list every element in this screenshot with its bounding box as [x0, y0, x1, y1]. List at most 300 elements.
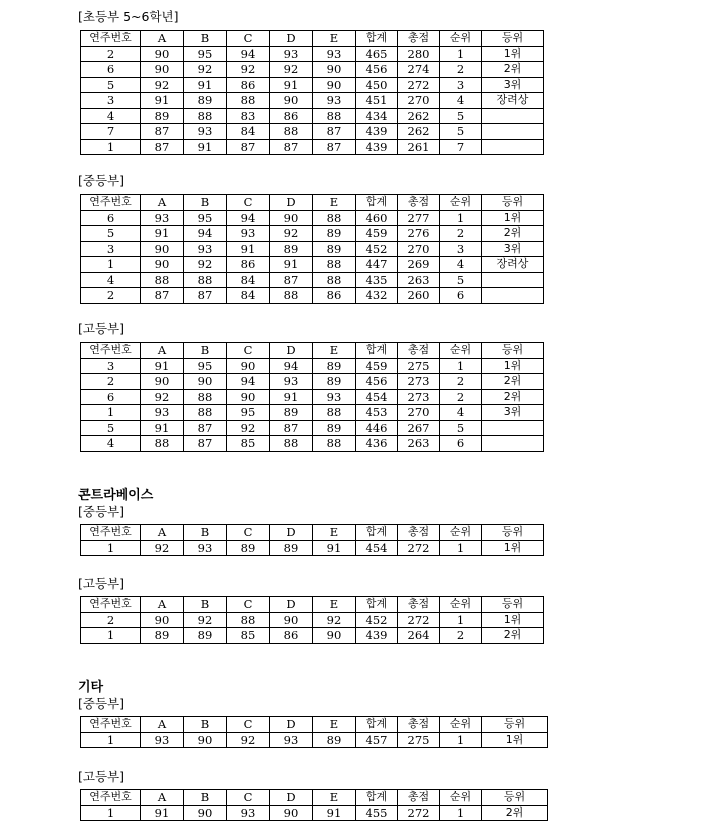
table-cell: 1: [81, 628, 141, 644]
table-cell: 455: [356, 805, 398, 821]
column-header: 순위: [440, 195, 482, 211]
table-cell: 93: [141, 210, 184, 226]
table-cell: 92: [227, 420, 270, 436]
table-cell: 89: [184, 628, 227, 644]
table-cell: 91: [270, 389, 313, 405]
rank-award-cell: 1위: [482, 358, 544, 374]
table-cell: 93: [313, 389, 356, 405]
column-header: B: [184, 717, 227, 733]
rank-award-cell: 3위: [482, 241, 544, 257]
column-header: C: [227, 597, 270, 613]
column-header: 총점: [398, 31, 440, 47]
table-cell: 5: [440, 108, 482, 124]
table-row: [81, 628, 544, 644]
table-cell: 4: [81, 108, 141, 124]
table-cell: 86: [270, 628, 313, 644]
table-cell: 88: [270, 436, 313, 452]
table-cell: 4: [81, 436, 141, 452]
table-cell: 87: [141, 288, 184, 304]
table-cell: 5: [440, 124, 482, 140]
table-cell: 91: [184, 139, 227, 155]
column-header: D: [270, 195, 313, 211]
table-cell: 270: [398, 405, 440, 421]
column-header: D: [270, 343, 313, 359]
table-cell: 89: [141, 108, 184, 124]
table-cell: 3: [81, 241, 141, 257]
table-cell: 260: [398, 288, 440, 304]
table-cell: 436: [356, 436, 398, 452]
column-header: 합계: [356, 525, 398, 541]
table-cell: 89: [313, 420, 356, 436]
column-header: 등위: [482, 597, 544, 613]
table-cell: 88: [313, 210, 356, 226]
column-header: A: [141, 31, 184, 47]
table-cell: 7: [81, 124, 141, 140]
table-cell: 83: [227, 108, 270, 124]
table-cell: 280: [398, 46, 440, 62]
table-cell: 2: [81, 46, 141, 62]
table-cell: 87: [184, 420, 227, 436]
column-header: 합계: [356, 195, 398, 211]
table-cell: 92: [270, 226, 313, 242]
column-header: 합계: [356, 343, 398, 359]
table-cell: 272: [398, 805, 440, 821]
table-cell: 1: [440, 46, 482, 62]
division-label: [고등부]: [78, 321, 124, 336]
table-cell: 450: [356, 77, 398, 93]
table-cell: 90: [313, 62, 356, 78]
rank-award-cell: [482, 420, 544, 436]
table-cell: 90: [141, 374, 184, 390]
table-cell: 91: [227, 241, 270, 257]
table-row: [81, 358, 544, 374]
column-header: D: [270, 525, 313, 541]
table-cell: 1: [440, 732, 482, 748]
table-cell: 88: [313, 272, 356, 288]
column-header: 연주번호: [81, 195, 141, 211]
table-cell: 1: [81, 805, 141, 821]
table-cell: 2: [440, 389, 482, 405]
table-row: [81, 805, 548, 821]
column-header: A: [141, 717, 184, 733]
table-row: [81, 374, 544, 390]
header-row: [81, 717, 548, 733]
table-cell: 262: [398, 108, 440, 124]
table-cell: 439: [356, 124, 398, 140]
table-cell: 84: [227, 272, 270, 288]
table-cell: 89: [313, 732, 356, 748]
table-cell: 1: [81, 540, 141, 556]
table-cell: 6: [81, 389, 141, 405]
column-header: 순위: [440, 343, 482, 359]
table-cell: 89: [270, 241, 313, 257]
table-cell: 457: [356, 732, 398, 748]
column-header: B: [184, 525, 227, 541]
table-cell: 95: [184, 358, 227, 374]
table-cell: 95: [227, 405, 270, 421]
table-cell: 267: [398, 420, 440, 436]
table-row: [81, 288, 544, 304]
table-cell: 93: [270, 374, 313, 390]
table-cell: 87: [141, 139, 184, 155]
score-table: [80, 194, 544, 304]
division-label: [고등부]: [78, 576, 124, 591]
table-row: [81, 405, 544, 421]
table-cell: 1: [440, 358, 482, 374]
table-cell: 2: [440, 226, 482, 242]
table-cell: 90: [141, 257, 184, 273]
column-header: A: [141, 525, 184, 541]
table-row: [81, 540, 544, 556]
table-cell: 88: [184, 108, 227, 124]
column-header: C: [227, 790, 270, 806]
table-cell: 269: [398, 257, 440, 273]
rank-award-cell: 3위: [482, 405, 544, 421]
table-cell: 85: [227, 628, 270, 644]
table-cell: 90: [141, 62, 184, 78]
category-title: 기타: [78, 680, 104, 695]
table-cell: 4: [440, 93, 482, 109]
table-cell: 4: [440, 405, 482, 421]
table-cell: 456: [356, 374, 398, 390]
table-cell: 88: [141, 272, 184, 288]
table-cell: 90: [141, 612, 184, 628]
table-cell: 94: [227, 46, 270, 62]
table-cell: 1: [81, 257, 141, 273]
table-cell: 88: [313, 436, 356, 452]
table-cell: 465: [356, 46, 398, 62]
table-cell: 88: [270, 124, 313, 140]
column-header: A: [141, 597, 184, 613]
table-cell: 89: [227, 540, 270, 556]
column-header: 총점: [398, 525, 440, 541]
table-cell: 274: [398, 62, 440, 78]
column-header: E: [313, 195, 356, 211]
table-cell: 92: [227, 732, 270, 748]
table-cell: 89: [313, 241, 356, 257]
table-cell: 3: [81, 358, 141, 374]
score-table: [80, 596, 544, 644]
column-header: B: [184, 790, 227, 806]
column-header: E: [313, 31, 356, 47]
column-header: 총점: [398, 790, 440, 806]
rank-award-cell: 2위: [482, 628, 544, 644]
table-row: [81, 436, 544, 452]
table-cell: 86: [313, 288, 356, 304]
column-header: A: [141, 790, 184, 806]
score-table: [80, 524, 544, 556]
table-cell: 94: [227, 210, 270, 226]
column-header: E: [313, 790, 356, 806]
table-row: [81, 241, 544, 257]
column-header: 합계: [356, 597, 398, 613]
table-cell: 88: [313, 405, 356, 421]
column-header: 연주번호: [81, 525, 141, 541]
column-header: C: [227, 525, 270, 541]
table-cell: 92: [141, 389, 184, 405]
column-header: 등위: [482, 717, 548, 733]
table-cell: 89: [313, 374, 356, 390]
header-row: [81, 343, 544, 359]
table-cell: 6: [440, 436, 482, 452]
table-cell: 1: [81, 405, 141, 421]
table-cell: 92: [270, 62, 313, 78]
table-cell: 435: [356, 272, 398, 288]
table-cell: 93: [270, 46, 313, 62]
table-cell: 91: [313, 540, 356, 556]
rank-award-cell: 1위: [482, 46, 544, 62]
header-row: [81, 31, 544, 47]
division-label: [고등부]: [78, 769, 124, 784]
table-cell: 93: [227, 805, 270, 821]
rank-award-cell: [482, 288, 544, 304]
table-cell: 94: [227, 374, 270, 390]
column-header: 등위: [482, 343, 544, 359]
rank-award-cell: 2위: [482, 805, 548, 821]
rank-award-cell: 1위: [482, 540, 544, 556]
table-cell: 93: [313, 93, 356, 109]
table-cell: 86: [270, 108, 313, 124]
table-row: [81, 62, 544, 78]
table-cell: 91: [184, 77, 227, 93]
column-header: C: [227, 195, 270, 211]
table-cell: 87: [270, 420, 313, 436]
table-cell: 90: [141, 46, 184, 62]
table-cell: 7: [440, 139, 482, 155]
rank-award-cell: [482, 108, 544, 124]
column-header: 등위: [482, 31, 544, 47]
table-cell: 1: [440, 540, 482, 556]
rank-award-cell: 2위: [482, 62, 544, 78]
table-cell: 1: [81, 732, 141, 748]
table-cell: 87: [313, 124, 356, 140]
rank-award-cell: 2위: [482, 374, 544, 390]
table-cell: 88: [184, 272, 227, 288]
table-cell: 3: [440, 241, 482, 257]
table-cell: 92: [141, 540, 184, 556]
table-cell: 272: [398, 612, 440, 628]
table-cell: 432: [356, 288, 398, 304]
table-cell: 84: [227, 288, 270, 304]
table-row: [81, 93, 544, 109]
column-header: 연주번호: [81, 343, 141, 359]
column-header: 순위: [440, 790, 482, 806]
score-table: [80, 716, 548, 748]
table-cell: 2: [440, 628, 482, 644]
table-cell: 272: [398, 540, 440, 556]
table-cell: 1: [440, 805, 482, 821]
column-header: 총점: [398, 717, 440, 733]
table-cell: 276: [398, 226, 440, 242]
table-cell: 86: [227, 257, 270, 273]
column-header: 연주번호: [81, 597, 141, 613]
table-row: [81, 210, 544, 226]
table-cell: 1: [440, 612, 482, 628]
table-cell: 261: [398, 139, 440, 155]
table-cell: 270: [398, 93, 440, 109]
table-cell: 454: [356, 540, 398, 556]
table-cell: 87: [184, 288, 227, 304]
table-cell: 91: [141, 358, 184, 374]
table-cell: 459: [356, 358, 398, 374]
table-row: [81, 108, 544, 124]
column-header: A: [141, 195, 184, 211]
table-cell: 6: [81, 210, 141, 226]
table-cell: 5: [81, 77, 141, 93]
table-cell: 4: [440, 257, 482, 273]
column-header: 연주번호: [81, 717, 141, 733]
score-table: [80, 30, 544, 155]
table-cell: 273: [398, 389, 440, 405]
rank-award-cell: 장려상: [482, 93, 544, 109]
division-label: [중등부]: [78, 696, 124, 711]
table-cell: 89: [184, 93, 227, 109]
table-row: [81, 389, 544, 405]
table-cell: 87: [184, 436, 227, 452]
table-cell: 1: [440, 210, 482, 226]
table-cell: 272: [398, 77, 440, 93]
column-header: 순위: [440, 597, 482, 613]
table-cell: 90: [184, 374, 227, 390]
table-cell: 5: [440, 420, 482, 436]
column-header: D: [270, 790, 313, 806]
table-cell: 93: [227, 226, 270, 242]
rank-award-cell: [482, 139, 544, 155]
column-header: 등위: [482, 195, 544, 211]
table-cell: 460: [356, 210, 398, 226]
column-header: 연주번호: [81, 790, 141, 806]
table-cell: 2: [81, 288, 141, 304]
table-cell: 262: [398, 124, 440, 140]
table-cell: 93: [141, 732, 184, 748]
column-header: D: [270, 717, 313, 733]
table-row: [81, 46, 544, 62]
table-row: [81, 257, 544, 273]
table-cell: 1: [81, 139, 141, 155]
column-header: A: [141, 343, 184, 359]
table-cell: 434: [356, 108, 398, 124]
table-cell: 88: [141, 436, 184, 452]
table-cell: 88: [184, 389, 227, 405]
table-cell: 94: [270, 358, 313, 374]
table-cell: 90: [270, 210, 313, 226]
column-header: 순위: [440, 31, 482, 47]
table-cell: 87: [141, 124, 184, 140]
column-header: 합계: [356, 790, 398, 806]
table-cell: 91: [270, 257, 313, 273]
column-header: D: [270, 597, 313, 613]
rank-award-cell: [482, 124, 544, 140]
table-cell: 89: [313, 226, 356, 242]
table-cell: 90: [313, 628, 356, 644]
table-cell: 87: [270, 272, 313, 288]
table-cell: 5: [81, 420, 141, 436]
column-header: 합계: [356, 31, 398, 47]
table-cell: 439: [356, 139, 398, 155]
table-cell: 88: [313, 108, 356, 124]
table-cell: 89: [313, 358, 356, 374]
table-cell: 87: [227, 139, 270, 155]
table-cell: 277: [398, 210, 440, 226]
table-row: [81, 124, 544, 140]
table-cell: 439: [356, 628, 398, 644]
table-cell: 94: [184, 226, 227, 242]
column-header: C: [227, 31, 270, 47]
column-header: 등위: [482, 525, 544, 541]
column-header: 연주번호: [81, 31, 141, 47]
column-header: C: [227, 717, 270, 733]
table-cell: 92: [313, 612, 356, 628]
table-cell: 91: [141, 93, 184, 109]
table-cell: 90: [227, 389, 270, 405]
column-header: D: [270, 31, 313, 47]
rank-award-cell: 2위: [482, 389, 544, 405]
table-cell: 90: [184, 805, 227, 821]
column-header: B: [184, 597, 227, 613]
table-cell: 459: [356, 226, 398, 242]
column-header: 순위: [440, 717, 482, 733]
column-header: E: [313, 525, 356, 541]
table-cell: 93: [184, 540, 227, 556]
column-header: B: [184, 343, 227, 359]
column-header: E: [313, 343, 356, 359]
category-title: 콘트라베이스: [78, 488, 154, 503]
column-header: C: [227, 343, 270, 359]
table-cell: 456: [356, 62, 398, 78]
table-cell: 90: [270, 805, 313, 821]
header-row: [81, 525, 544, 541]
table-cell: 263: [398, 436, 440, 452]
table-cell: 95: [184, 46, 227, 62]
table-cell: 446: [356, 420, 398, 436]
header-row: [81, 597, 544, 613]
table-cell: 89: [141, 628, 184, 644]
table-cell: 275: [398, 732, 440, 748]
table-cell: 2: [440, 62, 482, 78]
table-cell: 5: [81, 226, 141, 242]
table-cell: 92: [184, 62, 227, 78]
table-cell: 91: [141, 226, 184, 242]
table-cell: 3: [440, 77, 482, 93]
rank-award-cell: 2위: [482, 226, 544, 242]
table-cell: 88: [184, 405, 227, 421]
table-cell: 452: [356, 241, 398, 257]
table-cell: 453: [356, 405, 398, 421]
column-header: 등위: [482, 790, 548, 806]
table-cell: 89: [270, 405, 313, 421]
table-cell: 89: [270, 540, 313, 556]
header-row: [81, 790, 548, 806]
table-cell: 263: [398, 272, 440, 288]
table-cell: 87: [270, 139, 313, 155]
table-cell: 270: [398, 241, 440, 257]
table-cell: 90: [227, 358, 270, 374]
table-cell: 452: [356, 612, 398, 628]
table-cell: 90: [141, 241, 184, 257]
rank-award-cell: [482, 272, 544, 288]
table-row: [81, 139, 544, 155]
table-row: [81, 732, 548, 748]
column-header: 총점: [398, 343, 440, 359]
score-table: [80, 789, 548, 821]
table-cell: 91: [313, 805, 356, 821]
table-cell: 88: [313, 257, 356, 273]
table-cell: 86: [227, 77, 270, 93]
column-header: 순위: [440, 525, 482, 541]
table-cell: 85: [227, 436, 270, 452]
rank-award-cell: 1위: [482, 732, 548, 748]
table-row: [81, 226, 544, 242]
